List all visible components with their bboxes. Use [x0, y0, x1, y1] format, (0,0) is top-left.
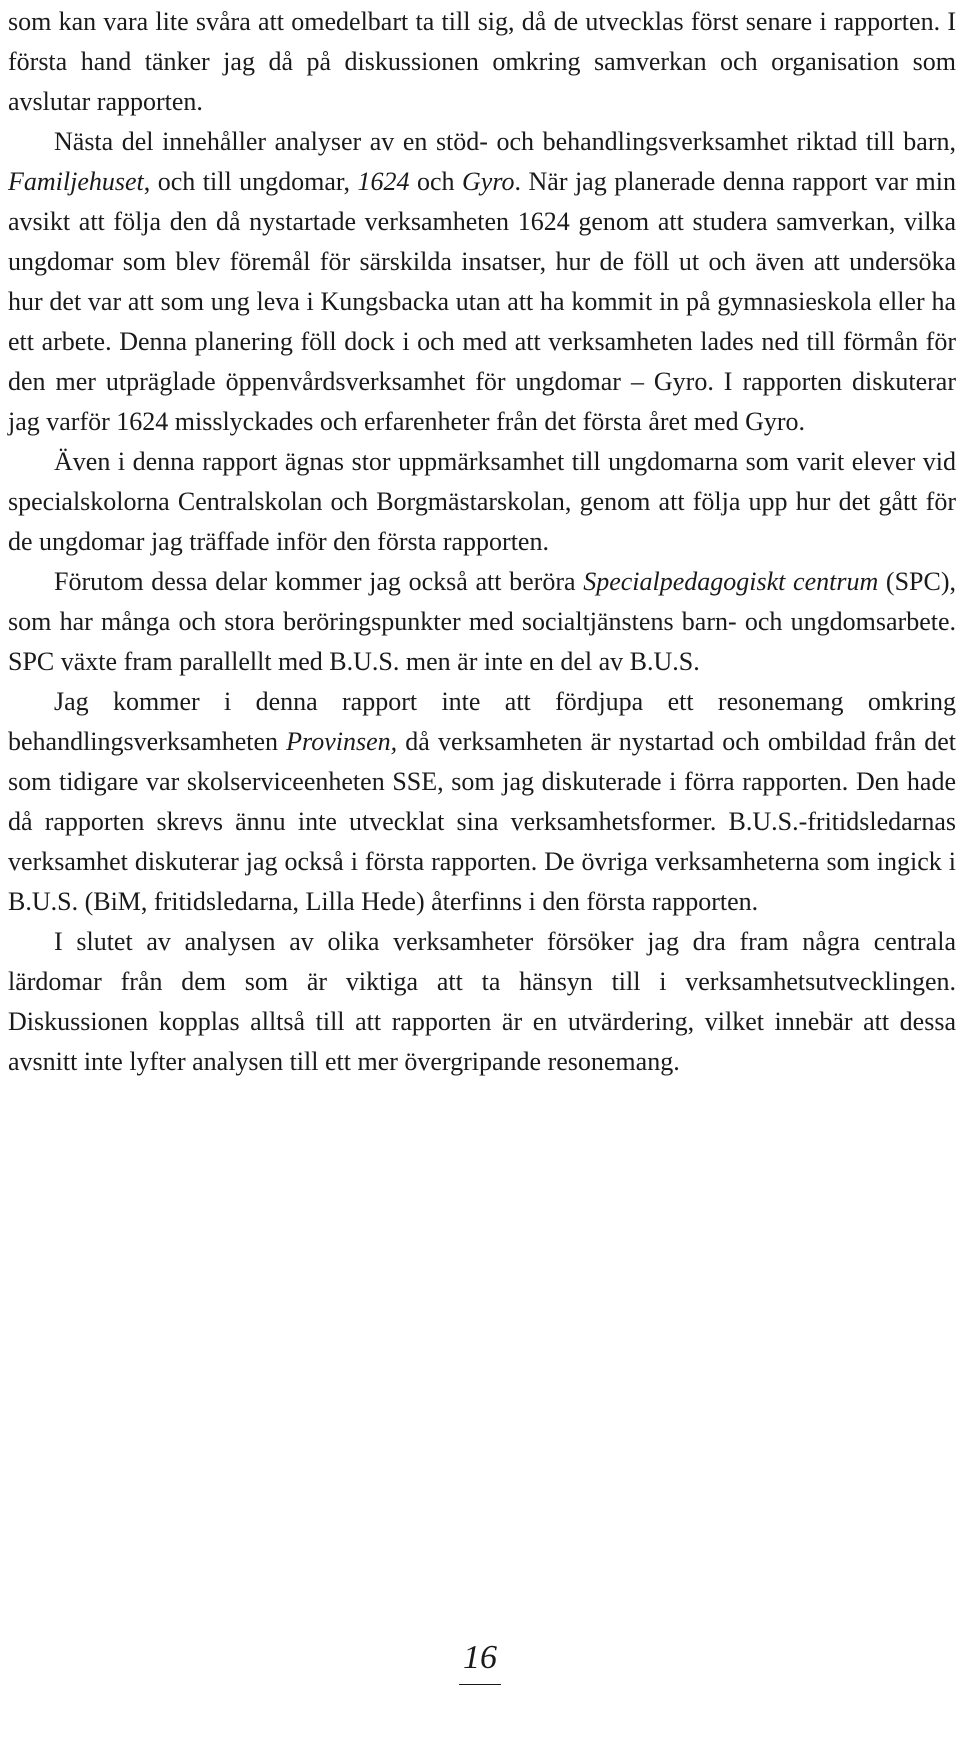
- paragraph-2: [8, 122, 956, 442]
- paragraph-text: som kan vara lite svåra att omedelbart ta till sig, då de utvecklas först senare i rapporten. I första hand tänker jag då på diskussionen omkring samverkan och organisation som avslutar rapporten.: [8, 7, 956, 116]
- paragraph-text: . När jag planerade denna rapport var min avsikt att följa den då nystartade verksamheten 1624 genom att studera samverkan, vilka ungdomar som blev föremål för särskilda insatser, hur de föll ut och även att undersöka hur det var att som ung leva i Kungsbacka utan att ha kommit in på gymnasieskola eller ha ett arbete. Denna planering föll dock i och med att verksamheten lades ned till förmån för den mer utpräglade öppenvårdsverksamhet för ungdomar – Gyro. I rapporten diskuterar jag varför 1624 misslyckades och erfarenheter från det första året med Gyro.: [8, 167, 956, 436]
- italic-term-provinsen: Provinsen,: [286, 727, 398, 756]
- paragraph-text: Nästa del innehåller analyser av en stöd- och behandlingsverksamhet riktad till barn,: [54, 127, 956, 156]
- paragraph-text: då verksamheten är nystartad och ombildad från det som tidigare var skolserviceenheten SSE, som jag diskuterade i förra rapporten. Den hade då rapporten skrevs ännu inte utvecklat sina verksamhetsformer. B.U.S.-fritidsledarnas verksamhet diskuterar jag också i första rapporten. De övriga verksamheterna som ingick i B.U.S. (BiM, fritidsledarna, Lilla Hede) återfinns i den första rapporten.: [8, 727, 957, 916]
- paragraph-text: (SPC), som har många och stora beröringspunkter med socialtjänstens barn- och ungdomsarbete. SPC växte fram parallellt med B.U.S. men är inte en del av B.U.S.: [8, 567, 956, 676]
- italic-term-gyro: Gyro: [462, 167, 515, 196]
- paragraph-text: och: [409, 167, 463, 196]
- paragraph-1: [8, 2, 956, 122]
- paragraph-3: [8, 442, 956, 562]
- paragraph-text: Även i denna rapport ägnas stor uppmärksamhet till ungdomarna som varit elever vid specialskolorna Centralskolan och Borgmästarskolan, genom att följa upp hur det gått för de ungdomar jag träffade inför den första rapporten.: [8, 447, 956, 556]
- paragraph-text: Förutom dessa delar kommer jag också att beröra: [54, 567, 584, 596]
- paragraph-5: [8, 682, 956, 922]
- italic-term-1624: 1624: [357, 167, 410, 196]
- paragraph-text: I slutet av analysen av olika verksamheter försöker jag dra fram några centrala lärdomar från dem som är viktiga att ta hänsyn till i verksamhetsutvecklingen. Diskussionen kopplas alltså till att rapporten är en utvärdering, vilket innebär att dessa avsnitt inte lyfter analysen till ett mer övergripande resonemang.: [8, 927, 956, 1076]
- page-footer: [0, 1638, 960, 1685]
- paragraph-6: [8, 922, 956, 1082]
- body-text: [8, 2, 956, 1082]
- paragraph-text: , och till ungdomar,: [143, 167, 358, 196]
- page-number: 16: [459, 1638, 501, 1685]
- italic-term-familjehuset: Familjehuset: [8, 167, 144, 196]
- paragraph-4: [8, 562, 956, 682]
- italic-term-specialpedagogiskt-centrum: Specialpedagogiskt centrum: [583, 567, 879, 596]
- paragraph-text: Jag kommer i denna rapport inte att fördjupa ett resonemang omkring behandlingsverksamheten: [8, 687, 956, 756]
